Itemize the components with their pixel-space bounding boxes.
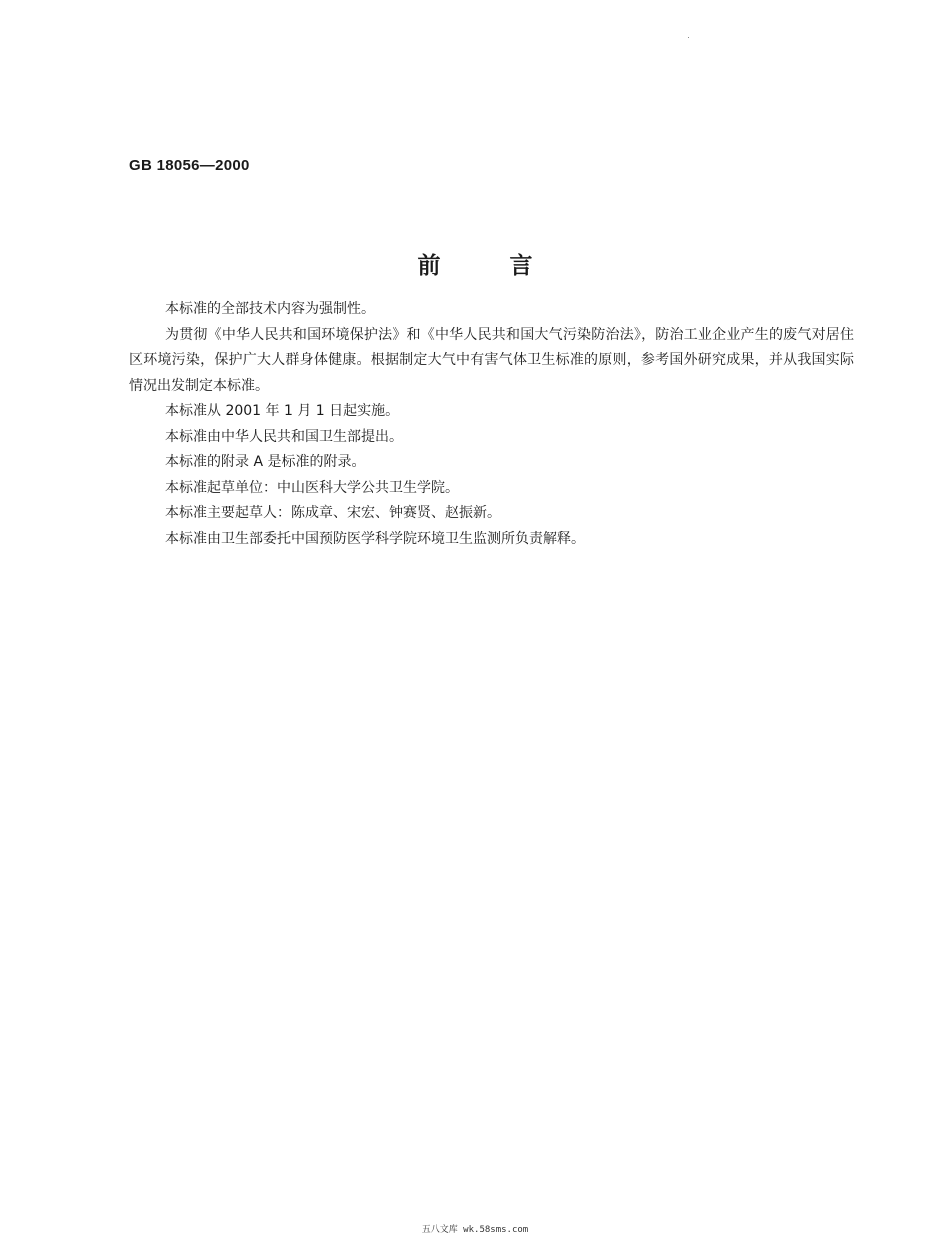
paragraph-proposer: 本标准由中华人民共和国卫生部提出。 (165, 428, 403, 445)
paragraph-mandatory: 本标准的全部技术内容为强制性。 (165, 301, 375, 317)
page-title: 前 言 (417, 253, 533, 279)
paragraph-drafting-unit: 本标准起草单位：中山医科大学公共卫生学院。 (165, 479, 459, 496)
standard-code: GB 18056—2000 (129, 157, 250, 174)
paragraph-interpretation: 本标准由卫生部委托中国预防医学科学院环境卫生监测所负责解释。 (165, 530, 585, 547)
paragraph-purpose: 为贯彻《中华人民共和国环境保护法》和《中华人民共和国大气污染防治法》，防治工业企业产生的废气对居住区环境污染，保护广大人群身体健康。根据制定大气中有害气体卫生标准的原则，参考国外研究成果，并从我国实际情况出发制定本标准。 (129, 326, 854, 394)
footer-watermark: 五八文库 wk.58sms.com (421, 1225, 529, 1235)
paragraph-effective-date: 本标准从 2001 年 1 月 1 日起实施。 (165, 403, 400, 419)
foreword-body (129, 297, 854, 552)
scan-speck (688, 37, 689, 38)
paragraph-appendix: 本标准的附录 A 是标准的附录。 (165, 454, 366, 470)
paragraph-drafters: 本标准主要起草人：陈成章、宋宏、钟赛贤、赵振新。 (165, 505, 501, 521)
